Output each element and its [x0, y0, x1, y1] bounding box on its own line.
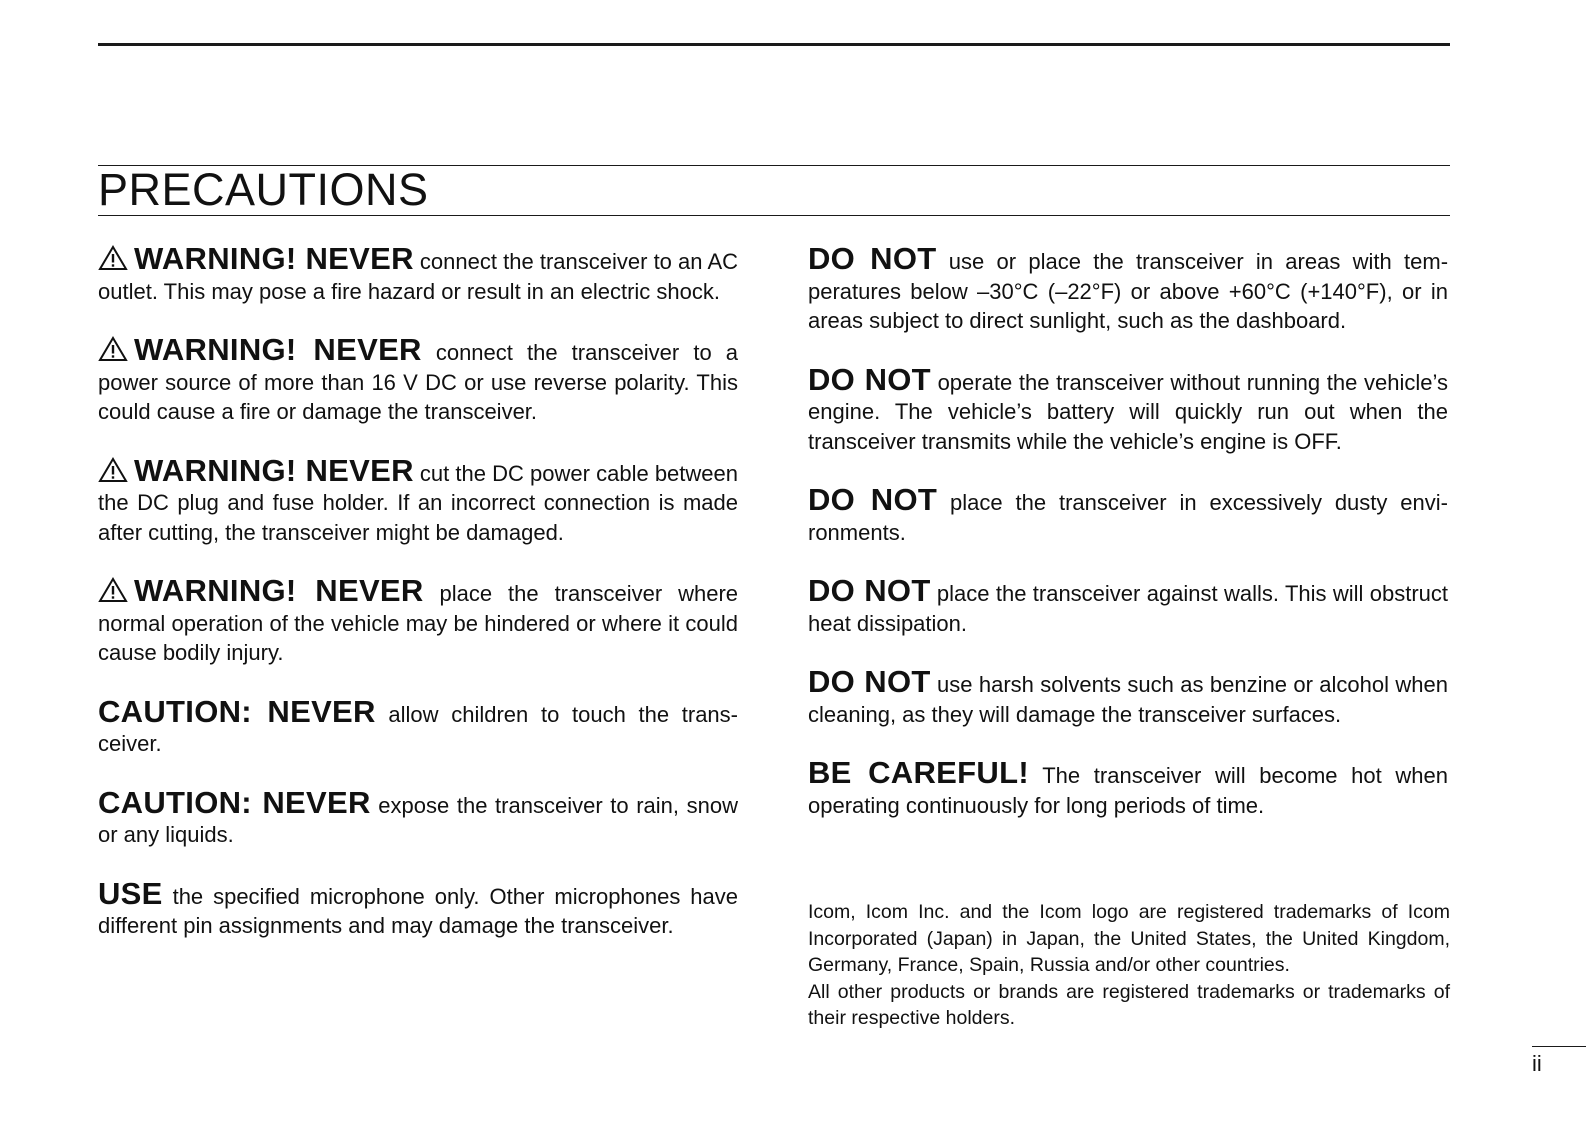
trademark-line: Icom, Icom Inc. and the Icom logo are registered trademarks of Icom Incorporated (Japan) in Japan, the United States, the United Kingdom, Germany, France, Spain, Russia and/or other countries.	[808, 901, 1450, 976]
precaution-item	[808, 241, 1449, 336]
item-text: place the transceiver in excessively dusty environments.	[808, 490, 1448, 545]
page-title: PRECAUTIONS	[98, 164, 429, 215]
warning-triangle-icon	[98, 245, 128, 271]
precaution-item	[808, 573, 1448, 638]
precaution-item	[98, 452, 739, 548]
precaution-item	[808, 482, 1448, 547]
item-text: allow children to touch the transceiver.	[98, 701, 738, 756]
item-text: place the transceiver against walls. This will obstruct heat dissipation.	[808, 581, 1448, 636]
item-lead: WARNING! NEVER	[134, 332, 422, 367]
item-lead: DO NOT	[808, 361, 931, 397]
item-lead: BE CAREFUL!	[808, 755, 1029, 790]
precaution-item	[98, 241, 739, 306]
precaution-item	[98, 332, 739, 427]
item-text: the specified microphone only. Other microphones have different pin assignments and may damage the transceiver.	[98, 883, 738, 938]
item-text: place the transceiver where normal operation of the vehicle may be hindered or where it could cause bodily injury.	[98, 581, 739, 665]
precaution-item	[808, 361, 1448, 457]
precaution-item	[98, 573, 739, 668]
trademark-line: All other products or brands are registered trademarks or trademarks of their respective holders.	[808, 980, 1450, 1029]
item-text: The transceiver will become hot when operating continuously for long periods of time.	[808, 763, 1448, 818]
item-lead: DO NOT	[808, 573, 931, 608]
item-lead: WARNING! NEVER	[134, 452, 414, 488]
item-lead: WARNING! NEVER	[134, 241, 414, 276]
item-lead: CAUTION: NEVER	[98, 693, 376, 729]
item-text: cut the DC power cable between the DC plug and fuse holder. If an incorrect connection is made after cutting, the transceiver might be damaged.	[98, 460, 739, 545]
item-lead: CAUTION: NEVER	[98, 784, 371, 820]
precaution-item	[98, 784, 739, 850]
trademark-notice	[808, 899, 1450, 1032]
page-number: ii	[1532, 1051, 1542, 1076]
item-text: connect the transceiver to a power source of more than 16 V DC or use reverse polarity. This could cause a fire or damage the transceiver.	[98, 340, 739, 424]
item-text: connect the transceiver to an AC outlet. This may pose a fire hazard or result in an electric shock.	[98, 249, 739, 304]
item-text: use or place the transceiver in areas with temperatures below –30°C (–22°F) or above +60°C (+140°F), or in areas subject to direct sunlight, such as the dashboard.	[808, 249, 1449, 333]
item-text: operate the transceiver without running the vehicle’s engine. The vehicle’s battery will quickly run out when the transceiver transmits while the vehicle’s engine is OFF.	[808, 369, 1448, 454]
item-lead: DO NOT	[808, 664, 931, 699]
precaution-item	[98, 693, 738, 759]
item-text: use harsh solvents such as benzine or alcohol when cleaning, as they will damage the transceiver surfaces.	[808, 672, 1448, 727]
warning-triangle-icon	[98, 336, 128, 362]
warning-triangle-icon	[98, 577, 128, 603]
item-lead: DO NOT	[808, 241, 937, 276]
page-number-rule	[1532, 1046, 1586, 1047]
title-rule-bottom	[98, 215, 1450, 216]
precaution-item	[98, 875, 738, 941]
left-column	[98, 241, 739, 970]
precaution-item	[808, 664, 1448, 729]
header-rule	[98, 43, 1450, 46]
item-text: expose the transceiver to rain, snow or any liquids.	[98, 792, 739, 847]
item-lead: DO NOT	[808, 482, 938, 517]
item-lead: USE	[98, 875, 163, 911]
right-column	[808, 241, 1449, 849]
precaution-item	[808, 755, 1448, 820]
warning-triangle-icon	[98, 457, 128, 483]
item-lead: WARNING! NEVER	[134, 573, 424, 608]
